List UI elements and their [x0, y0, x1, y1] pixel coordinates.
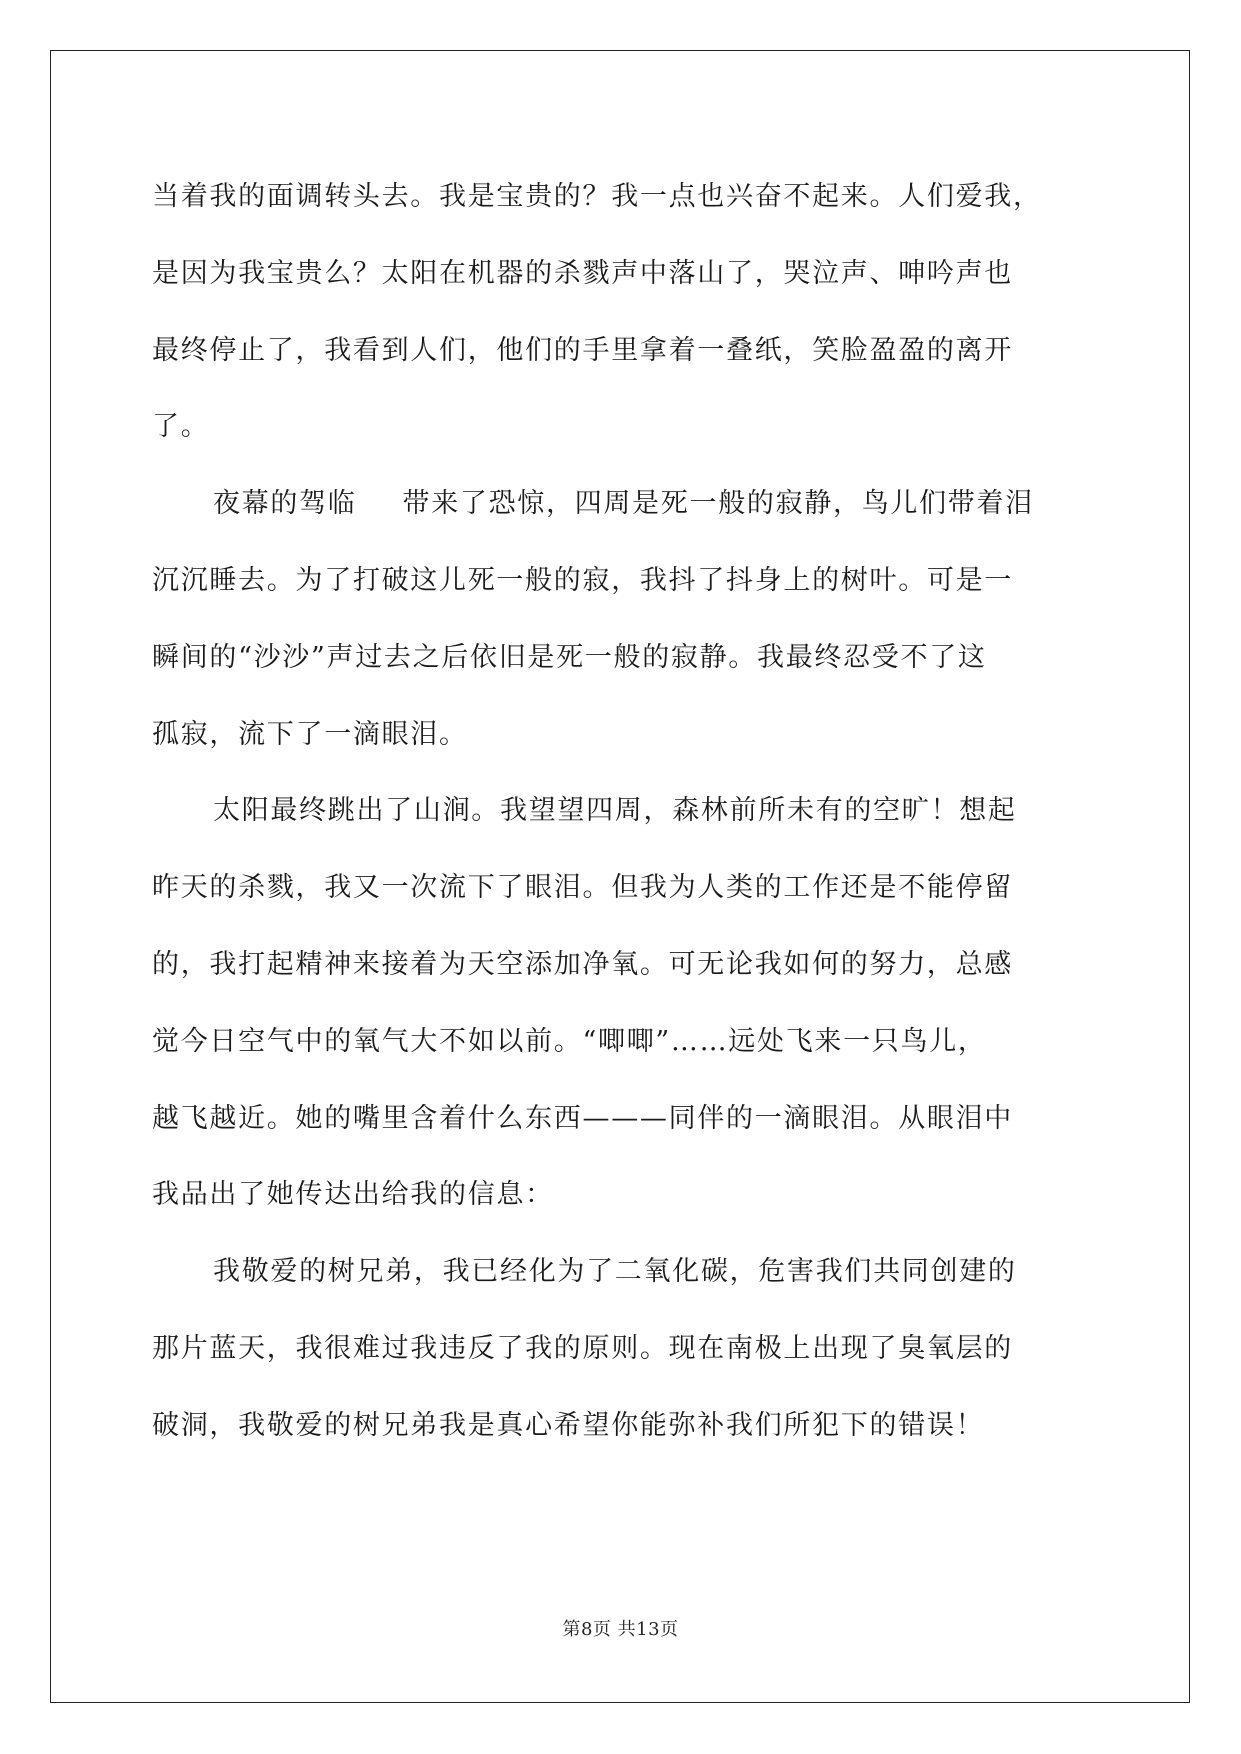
text-line: 孤寂，流下了一滴眼泪。	[152, 718, 468, 750]
text-line: 觉今日空气中的氧气大不如以前。“唧唧”……远处飞来一只鸟儿，	[152, 1025, 987, 1057]
document-body	[152, 159, 1087, 1465]
text-line: 瞬间的“沙沙”声过去之后依旧是死一般的寂静。我最终忍受不了这	[152, 641, 987, 673]
paragraph-start-line	[152, 466, 1087, 543]
text-line: 越飞越近。她的嘴里含着什么东西———同伴的一滴眼泪。从眼泪中	[152, 1102, 1013, 1134]
text-line: 的，我打起精神来接着为天空添加净氧。可无论我如何的努力，总感	[152, 948, 1013, 980]
paragraph-start-line: 我敬爱的树兄弟，我已经化为了二氧化碳，危害我们共同创建的	[213, 1256, 1017, 1288]
text-line: 那片蓝天，我很难过我违反了我的原则。现在南极上出现了臭氧层的	[152, 1332, 1013, 1364]
text-line: 昨天的杀戮，我又一次流下了眼泪。但我为人类的工作还是不能停留	[152, 872, 1013, 904]
text-fragment: 带来了恐惊，四周是死一般的寂静，鸟儿们带着泪	[402, 488, 1034, 520]
text-fragment: 夜幕的驾临	[213, 488, 357, 520]
page-number: 第8页 共13页	[562, 1619, 679, 1640]
text-line: 我品出了她传达出给我的信息：	[152, 1179, 554, 1211]
text-line: 是因为我宝贵么？太阳在机器的杀戮声中落山了，哭泣声、呻吟声也	[152, 257, 1013, 289]
paragraph-start-line: 太阳最终跳出了山涧。我望望四周，森林前所未有的空旷！想起	[213, 795, 1017, 827]
text-line: 最终停止了，我看到人们，他们的手里拿着一叠纸，笑脸盈盈的离开	[152, 334, 1013, 366]
text-line: 当着我的面调转头去。我是宝贵的？我一点也兴奋不起来。人们爱我，	[152, 181, 1042, 212]
text-line: 了。	[152, 411, 210, 443]
text-line: 沉沉睡去。为了打破这儿死一般的寂，我抖了抖身上的树叶。可是一	[152, 564, 1013, 596]
text-line: 破洞，我敬爱的树兄弟我是真心希望你能弥补我们所犯下的错误！	[152, 1409, 985, 1441]
